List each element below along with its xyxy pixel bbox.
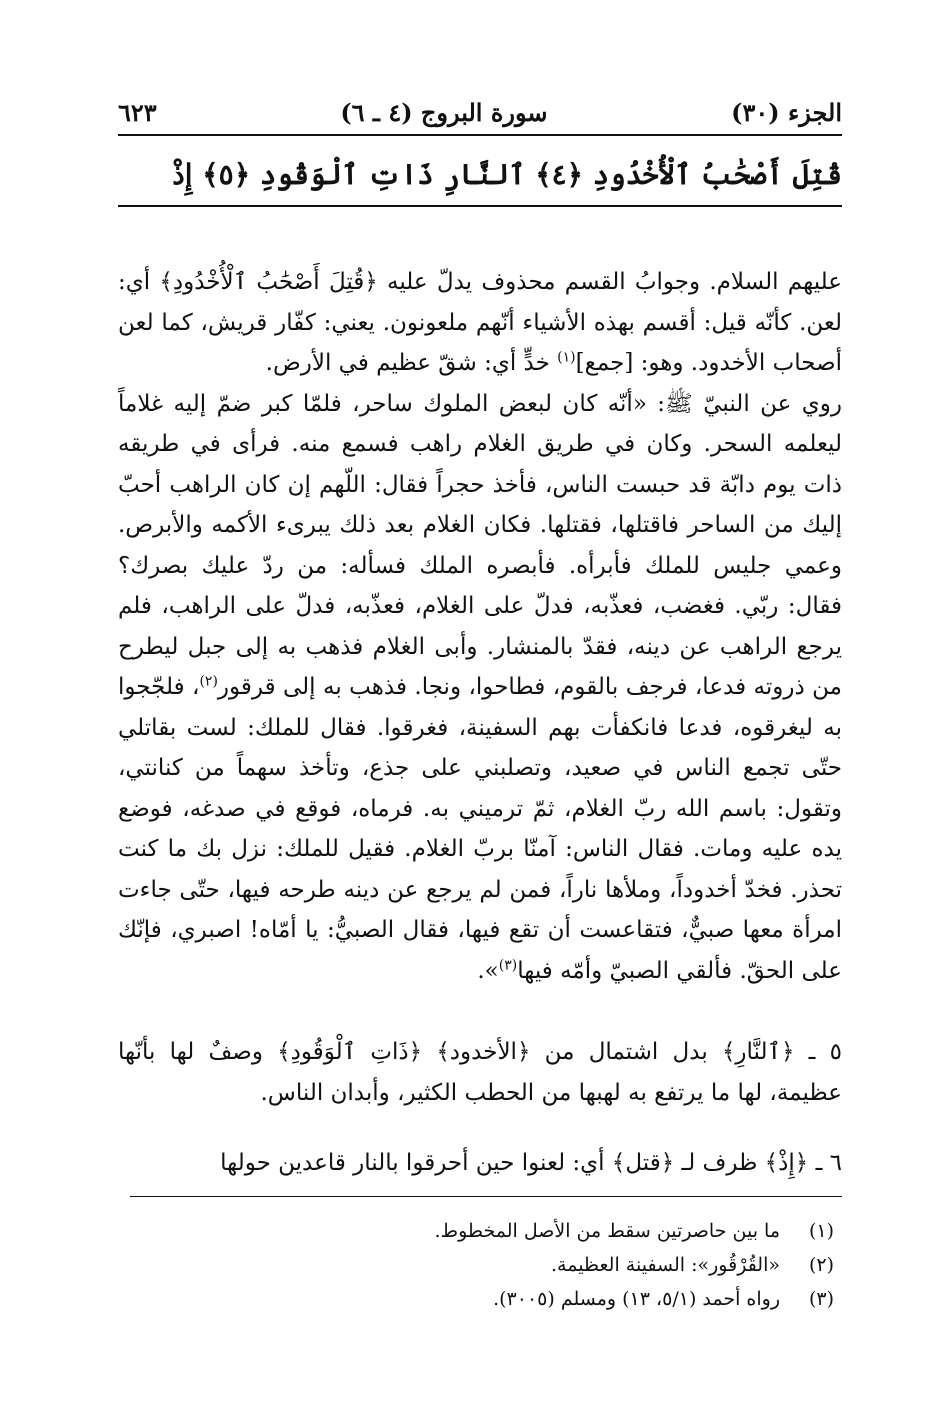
footnotes [118, 1214, 834, 1316]
footnote-ref-3: (٣) [498, 956, 518, 973]
footnote-text: رواه أحمد (٥/١، ١٣) ومسلم (٣٠٠٥). [493, 1288, 780, 1310]
quran-verse-line: قُتِلَ أَصْحَٰبُ ٱلْأُخْدُودِ ﴿٤﴾ ٱلنَّارِ ذَاتِ ٱلْوَقُودِ ﴿٥﴾ إِذْ [172, 158, 842, 191]
paragraph-hadith [118, 384, 842, 992]
paragraph-intro-text: عليهم السلام. وجوابُ القسم محذوف يدلّ عليه ﴿قُتِلَ أَصْحَٰبُ ٱلْأُخْدُودِ﴾ أي: لعن. كأنّه قيل: أقسم بهذه الأشياء أنّهم ملعونون. يعني: كفّار قريش، كما لعن أصحاب الأخدود. وهو: [جمع] [118, 269, 842, 376]
footnote-number: (٣) [808, 1288, 834, 1310]
paragraph-hadith-end: ». [477, 957, 499, 984]
paragraph-verse-6: ٦ ـ ﴿إِذْ﴾ ظرف لـ ﴿قتل﴾ أي: لعنوا حين أحرقوا بالنار قاعدين حولها [220, 1150, 842, 1176]
running-header [118, 92, 842, 132]
footnote-number: (٢) [808, 1254, 834, 1276]
footnote-3 [118, 1282, 834, 1316]
footnote-divider [130, 1196, 842, 1197]
footnote-number: (١) [808, 1220, 834, 1242]
commentary-body [118, 262, 842, 991]
paragraph-hadith-text: روي عن النبيّ ﷺ: «أنّه كان لبعض الملوك ساحر، فلمّا كبر ضمّ إليه غلاماً ليعلمه السحر. وكان في طريق الغلام راهب فسمع منه. فرأى في طريقه ذات يوم دابّة قد حبست الناس، فأخذ حجراً فقال: اللّهم إن كان الراهب أحبّ إليك من الساحر فاقتلها، فقتلها. فكان الغلام بعد ذلك يبرىء الأكمه والأبرص. وعمي جليس للملك فأبرأه. فأبصره الملك فسأله: من ردّ عليك بصرك؟ فقال: ربّي. فغضب، فعذّبه، فدلّ على الغلام، فعذّبه، فدلّ على الراهب، فلم يرجع الراهب عن دينه، فقدّ بالمنشار. وأبى الغلام فذهب به إلى جبل ليطرح من ذروته فدعا، فرجف بالقوم، فطاحوا، ونجا. فذهب به إلى قرقور [118, 390, 842, 700]
footnote-text: «القُرْقُور»: السفينة العظيمة. [550, 1254, 780, 1276]
paragraph-hadith-continued: ، فلجّجوا به ليغرقوه، فدعا فانكفأت بهم السفينة، فغرقوا. فقال للملك: لست بقاتلي حتّى تجمع الناس في صعيد، وتصلبني على جذع، وتأخذ سهماً من كنانتي، وتقول: باسم الله ربّ الغلام، ثمّ ترميني به. فرماه، فوقع في صدغه، فوضع يده عليه ومات. فقال الناس: آمنّا بربّ الغلام. فقيل للملك: نزل بك ما كنت تحذر. فخدّ أخدوداً، وملأها ناراً، فمن لم يرجع عن دينه طرحه فيها، حتّى جاءت امرأة معها صبيٌّ، فتقاعست أن تقع فيها، فقال الصبيُّ: يا أمّاه! اصبري، فإنّك على الحقّ. فألقي الصبيّ وأمّه فيها [118, 674, 842, 984]
verse-divider [118, 205, 842, 207]
header-divider [118, 134, 842, 136]
paragraph-verse-5: ٥ ـ ﴿ٱلنَّارِ﴾ بدل اشتمال من ﴿الأخدود﴾ ﴿ذَاتِ ٱلْوَقُودِ﴾ وصفٌ لها بأنّها عظيمة، لها ما يرتفع به لهبها من الحطب الكثير، وأبدان الناس. [118, 1039, 842, 1106]
surah-title: سورة البروج (٤ ـ ٦) [340, 97, 548, 127]
footnote-ref-2: (٢) [199, 673, 218, 690]
juz-label: الجزء (٣٠) [731, 97, 842, 127]
footnote-text: ما بين حاصرتين سقط من الأصل المخطوط. [434, 1220, 780, 1242]
paragraph-intro-continued: خدٍّ أي: شقّ عظيم في الأرض. [265, 350, 558, 376]
paragraph-intro [118, 262, 842, 384]
footnote-2 [118, 1248, 834, 1282]
page-number: ٦٢٣ [118, 97, 157, 127]
footnote-ref-1: (١) [557, 349, 576, 366]
footnote-1 [118, 1214, 834, 1248]
